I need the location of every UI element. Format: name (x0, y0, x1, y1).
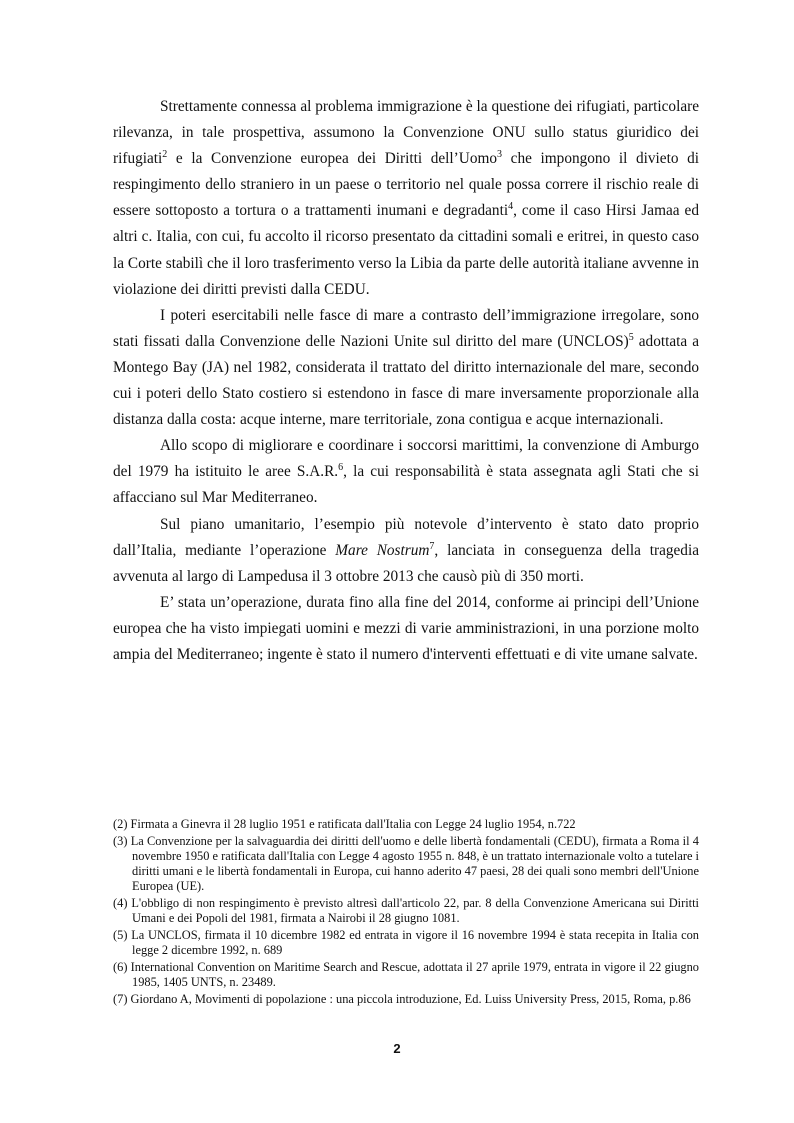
paragraph-text: , la cui responsabilità è stata assegnata agli Stati che si affacciano sul Mar Mediterraneo. (113, 463, 699, 507)
paragraph-text: e la Convenzione europea dei Diritti dell’Uomo (167, 150, 498, 168)
paragraph-sar (113, 433, 699, 511)
footnote-ref-6[interactable]: 6 (338, 462, 344, 474)
paragraph-text: Strettamente connessa al problema immigrazione è la questione dei rifugiati, particolare rilevanza, in tale prospettiva, assumono la Convenzione ONU sullo status giuridico dei rifugiati (113, 98, 699, 168)
paragraph-text: che impongono il divieto di respingimento dello straniero in un paese o territorio nel quale possa correre il rischio reale di essere sottoposto a tortura o a trattamenti inumani e degradanti (113, 150, 699, 220)
paragraph-text: Allo scopo di migliorare e coordinare i soccorsi marittimi, la convenzione di Amburgo del 1979 ha istituito le aree S.A.R. (113, 437, 699, 481)
footnote-ref-2[interactable]: 2 (162, 149, 168, 161)
footnote-4: (4) L'obbligo di non respingimento è previsto altresì dall'articolo 22, par. 8 della Convenzione Americana sui Diritti Umani e dei Popoli del 1981, firmata a Nairobi il 28 giugno 1081. (113, 896, 699, 925)
paragraph-text: Sul piano umanitario, l’esempio più notevole d’intervento è stato dato proprio dall’Italia, mediante l’operazione (113, 515, 699, 559)
footnote-ref-5[interactable]: 5 (628, 331, 634, 343)
paragraph-unclos (113, 303, 699, 433)
paragraph-text: , lanciata in conseguenza della tragedia avvenuta al largo di Lampedusa il 3 ottobre 2013 che causò più di 350 morti. (113, 541, 699, 585)
body-text (113, 94, 699, 668)
footnotes (113, 817, 699, 1009)
footnote-2: (2) Firmata a Ginevra il 28 luglio 1951 e ratificata dall'Italia con Legge 24 luglio 1954, n.722 (113, 817, 576, 831)
footnote-ref-4[interactable]: 4 (508, 201, 514, 213)
paragraph-text: adottata a Montego Bay (JA) nel 1982, considerata il trattato del diritto internazionale del mare, secondo cui i poteri dello Stato costiero si estendono in fasce di mare inversamente proporzionale alla distanza dalla costa: acque interne, mare territoriale, zona contigua e acque internazionali. (113, 332, 699, 429)
footnote-7: (7) Giordano A, Movimenti di popolazione : una piccola introduzione, Ed. Luiss University Press, 2015, Roma, p.86 (113, 992, 691, 1006)
page-number: 2 (393, 1041, 401, 1056)
footnote-3: (3) La Convenzione per la salvaguardia dei diritti dell'uomo e delle libertà fondamentali (CEDU), firmata a Roma il 4 novembre 1950 e ratificata dall'Italia con Legge 4 agosto 1955 n. 848, è un trattato internazionale volto a tutelare i diritti umani e le libertà fondamentali in Europa, cui hanno aderito 47 paesi, 28 dei quali sono membri dell'Unione Europea (UE). (113, 834, 699, 893)
footnote-5: (5) La UNCLOS, firmata il 10 dicembre 1982 ed entrata in vigore il 16 novembre 1994 è stata recepita in Italia con legge 2 dicembre 1992, n. 689 (113, 928, 699, 957)
paragraph-refugees (113, 94, 699, 303)
paragraph-text: , come il caso Hirsi Jamaa ed altri c. Italia, con cui, fu accolto il ricorso presentato da cittadini somali e eritrei, in questo caso la Corte stabilì che il loro trasferimento verso la Libia da parte delle autorità italiane avvenne in violazione dei diritti previsti dalla CEDU. (113, 202, 699, 298)
paragraph-mare-nostrum (113, 512, 699, 590)
footnote-ref-3[interactable]: 3 (497, 149, 503, 161)
footnote-ref-7[interactable]: 7 (429, 540, 435, 552)
paragraph-text: E’ stata un’operazione, durata fino alla fine del 2014, conforme ai principi dell’Unione europea che ha visto impiegati uomini e mezzi di varie amministrazioni, in una porzione molto ampia del Mediterraneo; ingente è stato il numero d'interventi effettuati e di vite umane salvate. (113, 593, 699, 663)
emphasis-mare-nostrum: Mare Nostrum (335, 541, 430, 559)
footnote-6: (6) International Convention on Maritime Search and Rescue, adottata il 27 aprile 1979, entrata in vigore il 22 giugno 1985, 1405 UNTS, n. 23489. (113, 960, 699, 989)
paragraph-text: I poteri esercitabili nelle fasce di mare a contrasto dell’immigrazione irregolare, sono stati fissati dalla Convenzione delle Nazioni Unite sul diritto del mare (UNCLOS) (113, 306, 699, 350)
paragraph-operation (113, 590, 699, 668)
